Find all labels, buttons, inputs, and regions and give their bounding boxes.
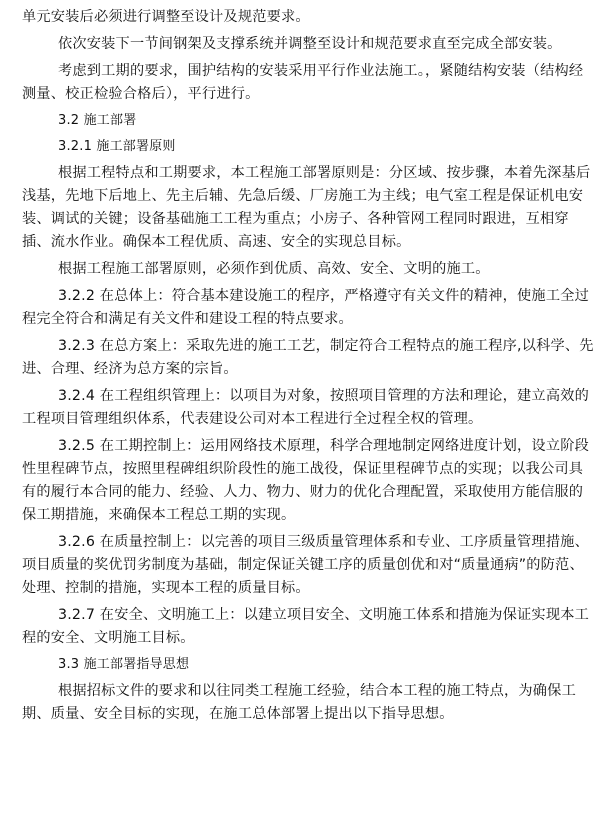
paragraph-3-2-7: 3.2.7 在安全、文明施工上：以建立项目安全、文明施工体系和措施为保证实现本工程的安全、文明施工目标。 bbox=[22, 607, 589, 646]
heading-3-2-1: 3.2.1 施工部署原则 bbox=[58, 139, 176, 154]
paragraph-2: 依次安装下一节间钢架及支撑系统并调整至设计和规范要求直至完成全部安装。 bbox=[58, 36, 562, 52]
paragraph-3-2-6: 3.2.6 在质量控制上：以完善的项目三级质量管理体系和专业、工序质量管理措施、项目质量的奖优罚劣制度为基础，制定保证关键工序的质量创优和对“质量通病”的防范、处理、控制的措施，实现本工程的质量目标。 bbox=[22, 534, 589, 596]
paragraph-3-2-2: 3.2.2 在总体上：符合基本建设施工的程序，严格遵守有关文件的精神，使施工全过程完全符合和满足有关文件和建设工程的特点要求。 bbox=[22, 288, 589, 327]
paragraph-3-2-5: 3.2.5 在工期控制上：运用网络技术原理，科学合理地制定网络进度计划，设立阶段性里程碑节点，按照里程碑组织阶段性的施工战役，保证里程碑节点的实现；以我公司具有的履行本合同的能力、经验、人力、物力、财力的优化合理配置，采取使用方能信服的保工期措施，来确保本工程总工期的实现。 bbox=[22, 438, 589, 523]
paragraph-3-2-4: 3.2.4 在工程组织管理上：以项目为对象，按照项目管理的方法和理论，建立高效的工程项目管理组织体系，代表建设公司对本工程进行全过程全权的管理。 bbox=[22, 388, 589, 427]
paragraph-3-2-3: 3.2.3 在总方案上：采取先进的施工工艺，制定符合工程特点的施工程序,以科学、先进、合理、经济为总方案的宗旨。 bbox=[22, 338, 594, 377]
heading-3-3: 3.3 施工部署指导思想 bbox=[58, 657, 190, 672]
heading-3-2: 3.2 施工部署 bbox=[58, 113, 137, 128]
paragraph-quality-goal: 根据工程施工部署原则，必须作到优质、高效、安全、文明的施工。 bbox=[58, 261, 490, 277]
paragraph-guiding-ideas: 根据招标文件的要求和以往同类工程施工经验，结合本工程的施工特点，为确保工期、质量、安全目标的实现，在施工总体部署上提出以下指导思想。 bbox=[22, 683, 576, 722]
paragraph-3: 考虑到工期的要求，围护结构的安装采用平行作业法施工。，紧随结构安装（结构经测量、校正检验合格后），平行进行。 bbox=[22, 63, 584, 102]
paragraph-1: 单元安装后必须进行调整至设计及规范要求。 bbox=[22, 9, 310, 25]
paragraph-principles: 根据工程特点和工期要求，本工程施工部署原则是：分区域、按步骤，本着先深基后浅基，先地下后地上、先主后辅、先急后缓、厂房施工为主线；电气室工程是保证机电安装、调试的关键；设备基础施工工程为重点；小房子、各种管网工程同时跟进，互相穿插、流水作业。确保本工程优质、高速、安全的实现总目标。 bbox=[22, 165, 591, 250]
